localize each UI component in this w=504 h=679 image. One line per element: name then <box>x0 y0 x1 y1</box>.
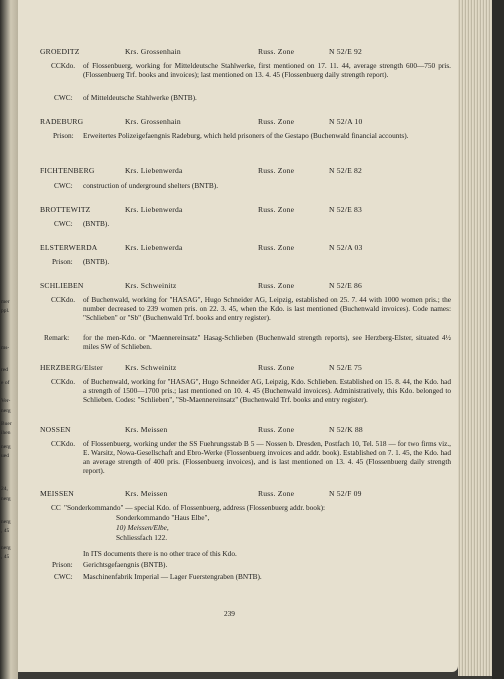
entry-zone: Russ. Zone <box>258 489 295 498</box>
left-page-fragment: mer <box>1 299 10 305</box>
entry-place: HERZBERG/Elster <box>40 363 103 372</box>
entry-place: GROEDITZ <box>40 47 80 56</box>
entry-label: CCKdo. <box>51 61 76 70</box>
entry-zone: Russ. Zone <box>258 281 295 290</box>
left-page-fragment: 24, <box>1 486 8 492</box>
entry-map-code: N 52/F 09 <box>329 489 362 498</box>
entry-district: Krs. Liebenwerda <box>125 166 183 175</box>
entry-text: for the men-Kdo. or "Maennereinsatz" Hasag-Schlieben (Buchenwald strength reports), see Herzberg-Elster, situated 4½ miles SW of Schlieben. <box>83 333 451 351</box>
address-line: Schliessfach 122. <box>116 533 168 542</box>
entry-label: CCKdo. <box>51 377 76 386</box>
entry-zone: Russ. Zone <box>258 117 295 126</box>
entry-text: of Flossenbuerg, working for Mitteldeutsche Stahlwerke, first mentioned on 17. 11. 44, average strength 600—750 pris. (Flossenbuerg Trf. books and invoices); last mentioned on 13. 4. 45 (Flossenbuerg daily strength report). <box>83 61 451 79</box>
entry-place: FICHTENBERG <box>40 166 95 175</box>
left-page-fragment: ued <box>1 453 9 459</box>
entry-label: CWC: <box>54 572 73 581</box>
page-edges <box>458 0 492 676</box>
left-page-fragment: Ver- <box>1 398 11 404</box>
entry-map-code: N 52/A 03 <box>329 243 363 252</box>
left-page-fragment: , 45 <box>1 528 10 534</box>
left-page-fragment: nerg <box>1 408 11 414</box>
left-page-fragment: Buer <box>1 421 12 427</box>
page-number: 239 <box>224 609 235 618</box>
entry-district: Krs. Grossenhain <box>125 47 181 56</box>
address-line: Sonderkommando "Haus Elbe", <box>116 513 210 522</box>
entry-zone: Russ. Zone <box>258 205 295 214</box>
left-page-fragment: ms- <box>1 345 10 351</box>
left-page-fragment: ppl. <box>1 308 10 314</box>
address-line: 10) Meissen/Elbe, <box>116 523 169 532</box>
book-page <box>18 0 458 672</box>
entry-district: Krs. Grossenhain <box>125 117 181 126</box>
entry-text: (BNTB). <box>83 219 110 228</box>
entry-text: construction of underground shelters (BNTB). <box>83 181 219 190</box>
entry-zone: Russ. Zone <box>258 425 295 434</box>
entry-label: CCKdo. <box>51 439 76 448</box>
entry-place: BROTTEWITZ <box>40 205 91 214</box>
entry-place: ELSTERWERDA <box>40 243 98 252</box>
entry-label: CC <box>51 503 61 512</box>
entry-map-code: N 52/E 92 <box>329 47 363 56</box>
entry-label: Prison: <box>52 560 73 569</box>
entry-text: of Mitteldeutsche Stahlwerke (BNTB). <box>83 93 197 102</box>
entry-zone: Russ. Zone <box>258 363 295 372</box>
entry-text: of Buchenwald, working for "HASAG", Hugo Schneider AG, Leipzig, established on 25. 7. 44 with 1000 women pris.; the number decreased to 239 women pris. on 22. 3. 45, when the Kdo. is last mentioned (Buchenwald invoices). Code names: "Schlieben" or "Sb" (Buchenwald Trf. books and entry register). <box>83 295 451 322</box>
left-page-fragment: nerg <box>1 444 11 450</box>
entry-label: CWC: <box>54 181 73 190</box>
entry-label: Remark: <box>44 333 70 342</box>
entry-district: Krs. Liebenwerda <box>125 205 183 214</box>
entry-text: of Flossenbuerg, working under the SS Fuehrungsstab B 5 — Nossen b. Dresden, Postfach 10, Tel. 518 — for two firms viz., E. Warsitz, Nowa-Gesellschaft and Ebro-Werke (Flossenbuerg invoices and addr. book). Established on 7. 1. 45, the Kdo. had an average strength of 400 pris. (Flossenbuerg invoices), and is last mentioned on 13. 4. 45 (Flossenbuerg daily strength report). <box>83 439 451 475</box>
left-page-fragment: ihen <box>1 430 11 436</box>
entry-map-code: N 52/E 86 <box>329 281 363 290</box>
entry-text: Erweitertes Polizeigefaengnis Radeburg, which held prisoners of the Gestapo (Buchenwald financial accounts). <box>83 131 409 140</box>
entry-text: "Sonderkommando" — special Kdo. of Flossenbuerg, address (Flossenbuerg addr. book): <box>64 503 326 512</box>
entry-district: Krs. Meissen <box>125 489 168 498</box>
book-cover-edge <box>492 0 504 679</box>
entry-text: Gerichtsgefaengnis (BNTB). <box>83 560 168 569</box>
entry-zone: Russ. Zone <box>258 243 295 252</box>
entry-map-code: N 52/A 10 <box>329 117 363 126</box>
left-page-fragment: e of <box>1 380 10 386</box>
left-page-fragment: nerg <box>1 519 11 525</box>
entry-map-code: N 52/E 83 <box>329 205 363 214</box>
entry-map-code: N 52/K 88 <box>329 425 363 434</box>
entry-label: Prison: <box>53 131 74 140</box>
entry-place: NOSSEN <box>40 425 71 434</box>
entry-district: Krs. Schweinitz <box>125 363 177 372</box>
left-page-fragment: , 45 <box>1 554 10 560</box>
entry-zone: Russ. Zone <box>258 166 295 175</box>
entry-place: MEISSEN <box>40 489 74 498</box>
entry-label: CWC: <box>54 93 73 102</box>
entry-place: RADEBURG <box>40 117 84 126</box>
entry-label: CCKdo. <box>51 295 76 304</box>
entry-text: Maschinenfabrik Imperial — Lager Fuerstengraben (BNTB). <box>83 572 262 581</box>
entry-map-code: N 52/E 75 <box>329 363 363 372</box>
entry-district: Krs. Meissen <box>125 425 168 434</box>
left-page-fragment: red <box>1 367 9 373</box>
entry-label: Prison: <box>52 257 73 266</box>
entry-label: CWC: <box>54 219 73 228</box>
book-gutter <box>0 0 18 679</box>
entry-map-code: N 52/E 82 <box>329 166 363 175</box>
entry-text: (BNTB). <box>83 257 110 266</box>
entry-district: Krs. Schweinitz <box>125 281 177 290</box>
left-page-fragment: nerg <box>1 496 11 502</box>
entry-district: Krs. Liebenwerda <box>125 243 183 252</box>
entry-zone: Russ. Zone <box>258 47 295 56</box>
entry-place: SCHLIEBEN <box>40 281 84 290</box>
left-page-fragment: nerg <box>1 545 11 551</box>
entry-text: of Buchenwald, working for "HASAG", Hugo Schneider AG, Leipzig, Kdo. Schlieben. Established on 15. 8. 44, the Kdo. had a strength of 1500—1700 pris.; last mentioned on 10. 4. 45 (Buchenwald invoices). Administratively, this Kdo. belonged to Schlieben. Codes: "Schlieben", "Sb-Maennereinsatz" (Buchenwald Trf. books and entry register). <box>83 377 451 404</box>
entry-note: In ITS documents there is no other trace of this Kdo. <box>83 549 237 558</box>
